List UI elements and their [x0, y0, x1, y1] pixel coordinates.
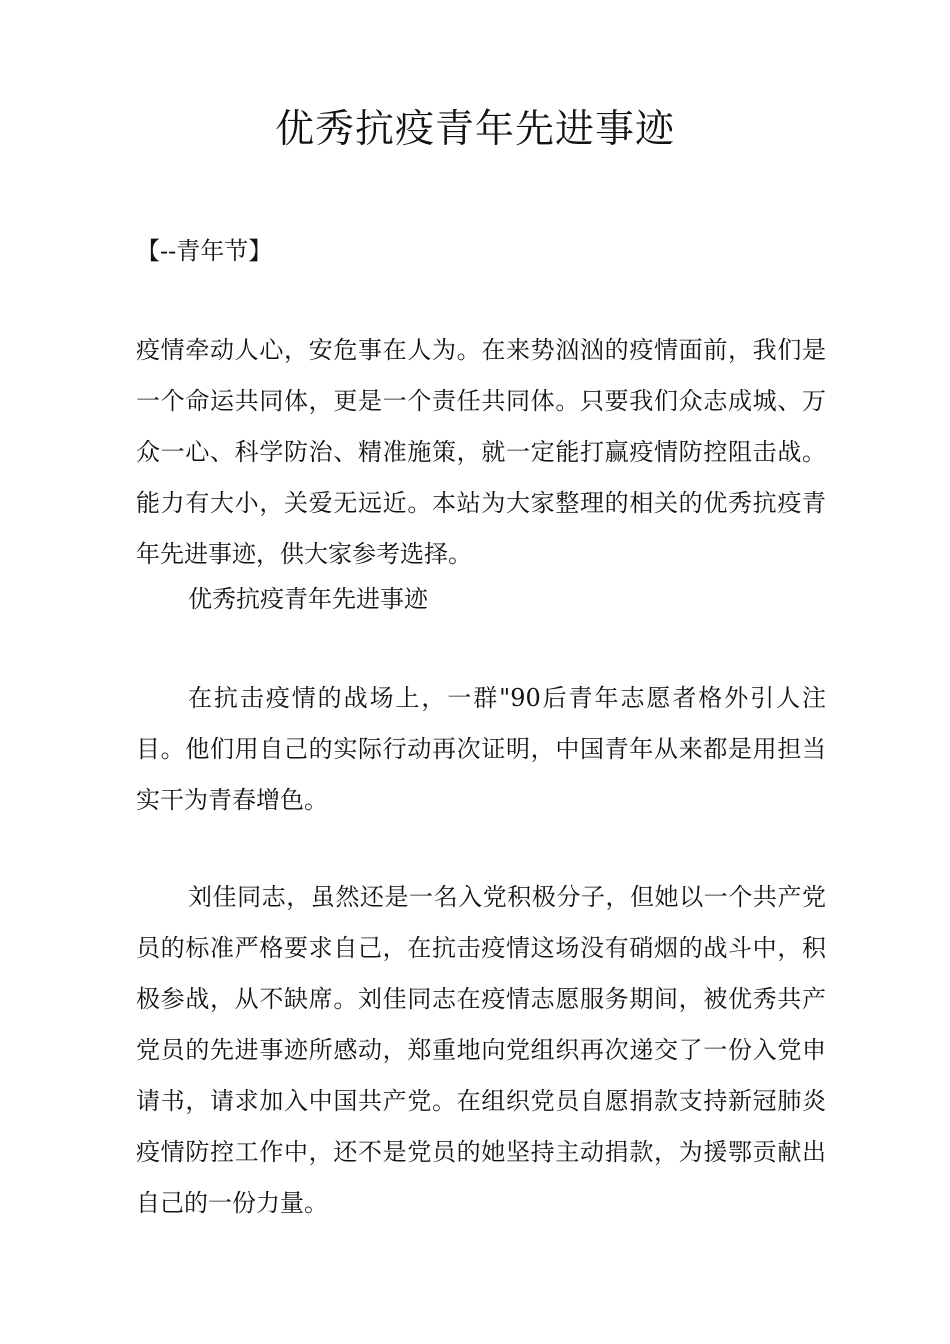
section-subheading: 优秀抗疫青年先进事迹 [188, 585, 428, 613]
intro-paragraph: 疫情牵动人心，安危事在人为。在来势汹汹的疫情面前，我们是一个命运共同体，更是一个责任共同体。只要我们众志成城、万众一心、科学防治、精准施策，就一定能打赢疫情防控阻击战。能力有大小，关爱无远近。本站为大家整理的相关的优秀抗疫青年先进事迹，供大家参考选择。 [136, 336, 826, 568]
body-paragraph-1: 在抗击疫情的战场上，一群"90后青年志愿者格外引人注目。他们用自己的实际行动再次证明，中国青年从来都是用担当实干为青春增色。 [136, 684, 826, 814]
document-title: 优秀抗疫青年先进事迹 [274, 107, 675, 152]
body-paragraph-2: 刘佳同志，虽然还是一名入党积极分子，但她以一个共产党员的标准严格要求自己，在抗击疫情这场没有硝烟的战斗中，积极参战，从不缺席。刘佳同志在疫情志愿服务期间，被优秀共产党员的先进事迹所感动，郑重地向党组织再次递交了一份入党申请书，请求加入中国共产党。在组织党员自愿捐款支持新冠肺炎疫情防控工作中，还不是党员的她坚持主动捐款，为援鄂贡献出自己的一份力量。 [136, 883, 826, 1217]
category-tag: 【--青年节】 [136, 237, 273, 265]
